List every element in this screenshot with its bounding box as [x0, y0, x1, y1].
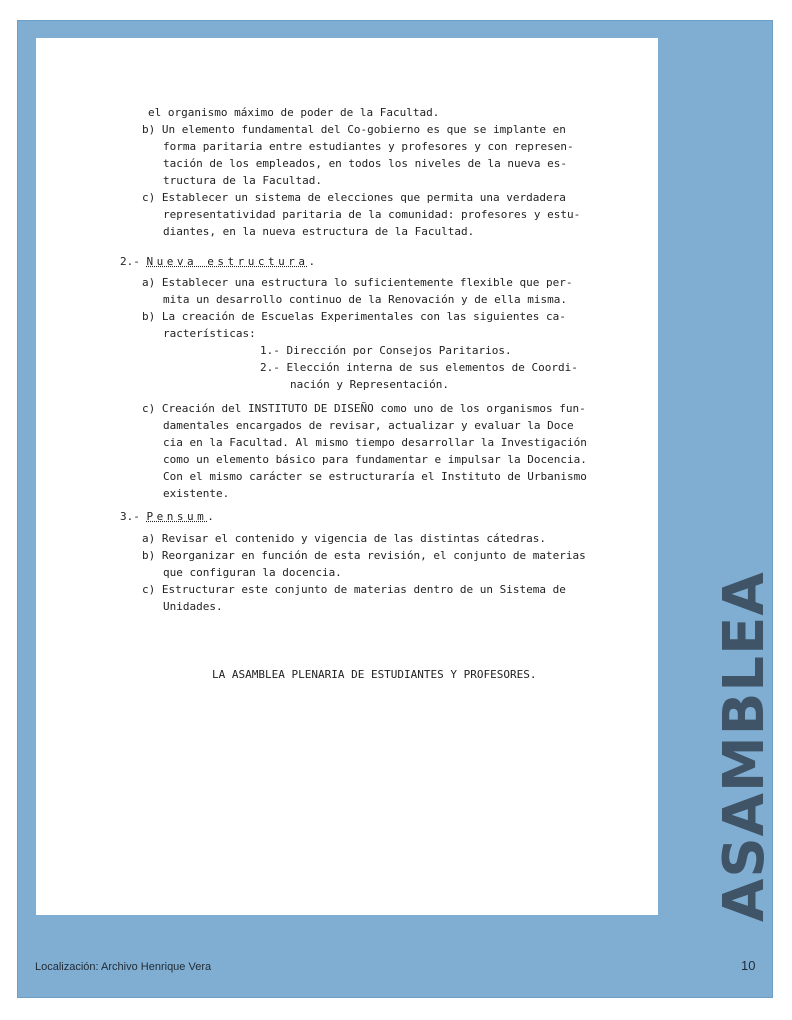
- heading-title: Nueva estructura: [146, 255, 309, 268]
- text-line: 2.- Elección interna de sus elementos de Coordi-: [260, 361, 578, 374]
- text-line: que configuran la docencia.: [163, 566, 342, 579]
- text-line: a) Revisar el contenido y vigencia de las distintas cátedras.: [142, 532, 546, 545]
- text-line: mita un desarrollo continuo de la Renovación y de ella misma.: [163, 293, 567, 306]
- text-line: tación de los empleados, en todos los niveles de la nueva es-: [163, 157, 567, 170]
- section-heading-3: [120, 509, 214, 525]
- page-number: 10: [741, 958, 756, 973]
- text-line: c) Establecer un sistema de elecciones que permita una verdadera: [142, 191, 566, 204]
- text-line: damentales encargados de revisar, actualizar y evaluar la Doce: [163, 419, 574, 432]
- heading-title: Pensum: [146, 510, 208, 523]
- heading-tail: .: [207, 510, 214, 523]
- side-title: ASAMBLEA: [712, 571, 777, 922]
- text-line: forma paritaria entre estudiantes y profesores y con represen-: [163, 140, 574, 153]
- text-line: b) Un elemento fundamental del Co-gobierno es que se implante en: [142, 123, 566, 136]
- heading-tail: .: [308, 255, 316, 268]
- footer-location: Localización: Archivo Henrique Vera: [35, 961, 212, 973]
- text-line: Unidades.: [163, 600, 223, 613]
- text-line: Con el mismo carácter se estructuraría el Instituto de Urbanismo: [163, 470, 587, 483]
- text-line: como un elemento básico para fundamentar e impulsar la Docencia.: [163, 453, 587, 466]
- text-line: nación y Representación.: [290, 378, 449, 391]
- text-line: el organismo máximo de poder de la Facultad.: [148, 106, 440, 119]
- heading-number: 3.-: [120, 510, 140, 523]
- text-line: b) Reorganizar en función de esta revisión, el conjunto de materias: [142, 549, 586, 562]
- text-line: b) La creación de Escuelas Experimentales con las siguientes ca-: [142, 310, 566, 323]
- text-line: a) Establecer una estructura lo suficientemente flexible que per-: [142, 276, 573, 289]
- text-line: diantes, en la nueva estructura de la Facultad.: [163, 225, 475, 238]
- section-heading-2: [120, 254, 315, 270]
- document-sheet: [36, 38, 658, 915]
- text-line: cia en la Facultad. Al mismo tiempo desarrollar la Investigación: [163, 436, 587, 449]
- text-line: c) Creación del INSTITUTO DE DISEÑO como uno de los organismos fun-: [142, 402, 586, 415]
- typewritten-text: [36, 38, 658, 915]
- text-line: 1.- Dirección por Consejos Paritarios.: [260, 344, 512, 357]
- text-line: representatividad paritaria de la comunidad: profesores y estu-: [163, 208, 581, 221]
- signature-line: LA ASAMBLEA PLENARIA DE ESTUDIANTES Y PROFESORES.: [212, 668, 537, 681]
- text-line: racterísticas:: [163, 327, 256, 340]
- text-line: existente.: [163, 487, 230, 500]
- heading-number: 2.-: [120, 255, 140, 268]
- text-line: c) Estructurar este conjunto de materias dentro de un Sistema de: [142, 583, 566, 596]
- text-line: tructura de la Facultad.: [163, 174, 322, 187]
